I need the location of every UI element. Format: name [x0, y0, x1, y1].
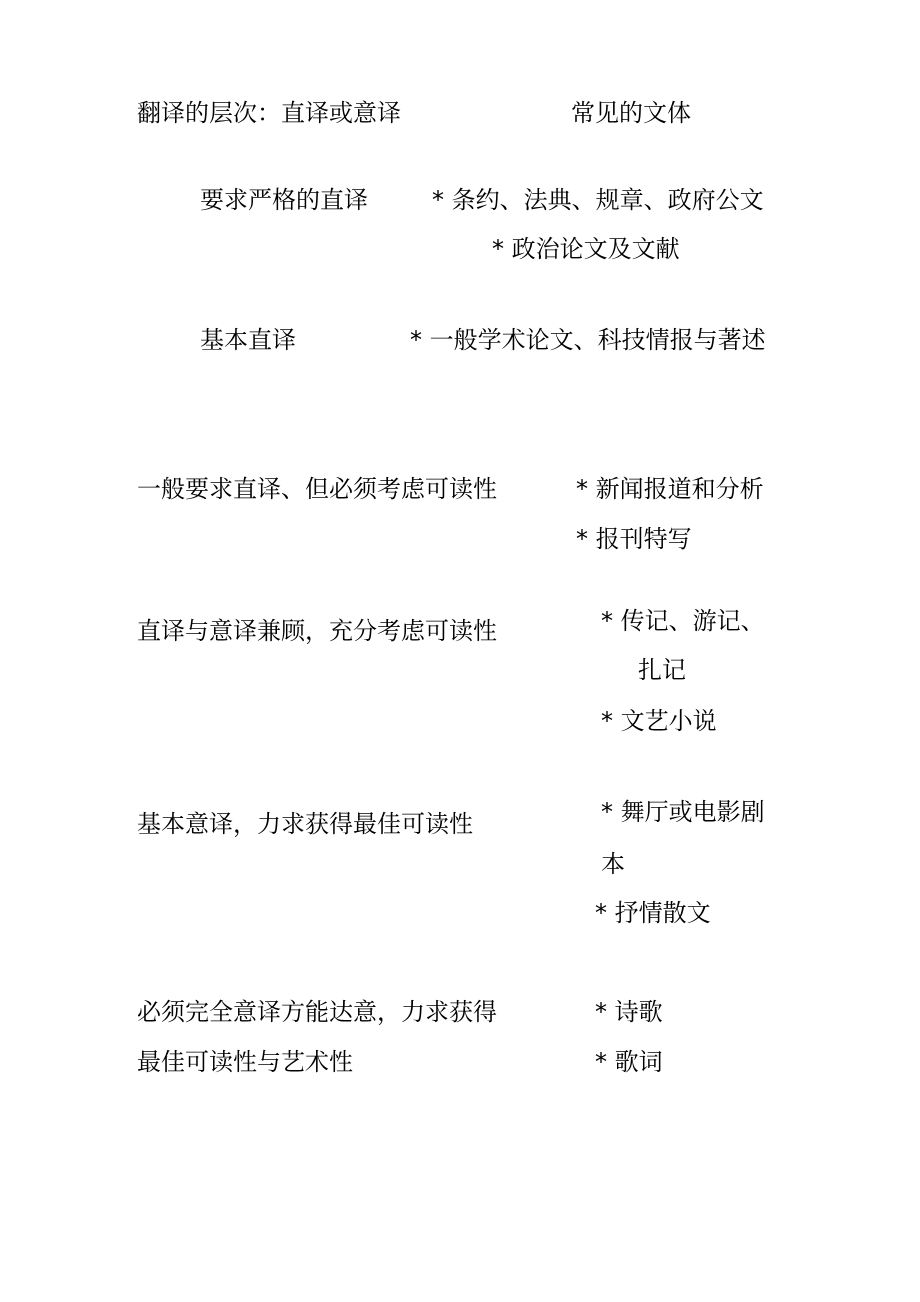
header-genre-title: 常见的文体	[571, 99, 691, 127]
level-full-free-continued: 最佳可读性与艺术性	[137, 1048, 353, 1076]
genre-item: * 文艺小说	[601, 707, 717, 735]
genre-item: * 条约、法典、规章、政府公文	[432, 186, 764, 214]
genre-item: 本	[601, 850, 625, 878]
header-level-title: 翻译的层次：直译或意译	[137, 99, 401, 127]
genre-item: * 政治论文及文献	[492, 235, 680, 263]
genre-item: * 抒情散文	[595, 899, 711, 927]
level-strict-literal: 要求严格的直译	[200, 186, 368, 214]
genre-item: * 诗歌	[595, 998, 663, 1026]
level-basic-free: 基本意译，力求获得最佳可读性	[137, 810, 473, 838]
level-basic-literal: 基本直译	[200, 326, 296, 354]
level-literal-readable: 一般要求直译、但必须考虑可读性	[137, 475, 497, 503]
genre-item: * 歌词	[595, 1048, 663, 1076]
level-full-free: 必须完全意译方能达意，力求获得	[137, 998, 497, 1026]
genre-item: 扎记	[638, 656, 686, 684]
level-balanced: 直译与意译兼顾，充分考虑可读性	[137, 617, 497, 645]
genre-item: * 报刊特写	[576, 525, 692, 553]
genre-item: * 舞厅或电影剧	[601, 798, 765, 826]
genre-item: * 新闻报道和分析	[576, 475, 764, 503]
genre-item: * 传记、游记、	[601, 607, 765, 635]
genre-item: * 一般学术论文、科技情报与著述	[410, 326, 766, 354]
